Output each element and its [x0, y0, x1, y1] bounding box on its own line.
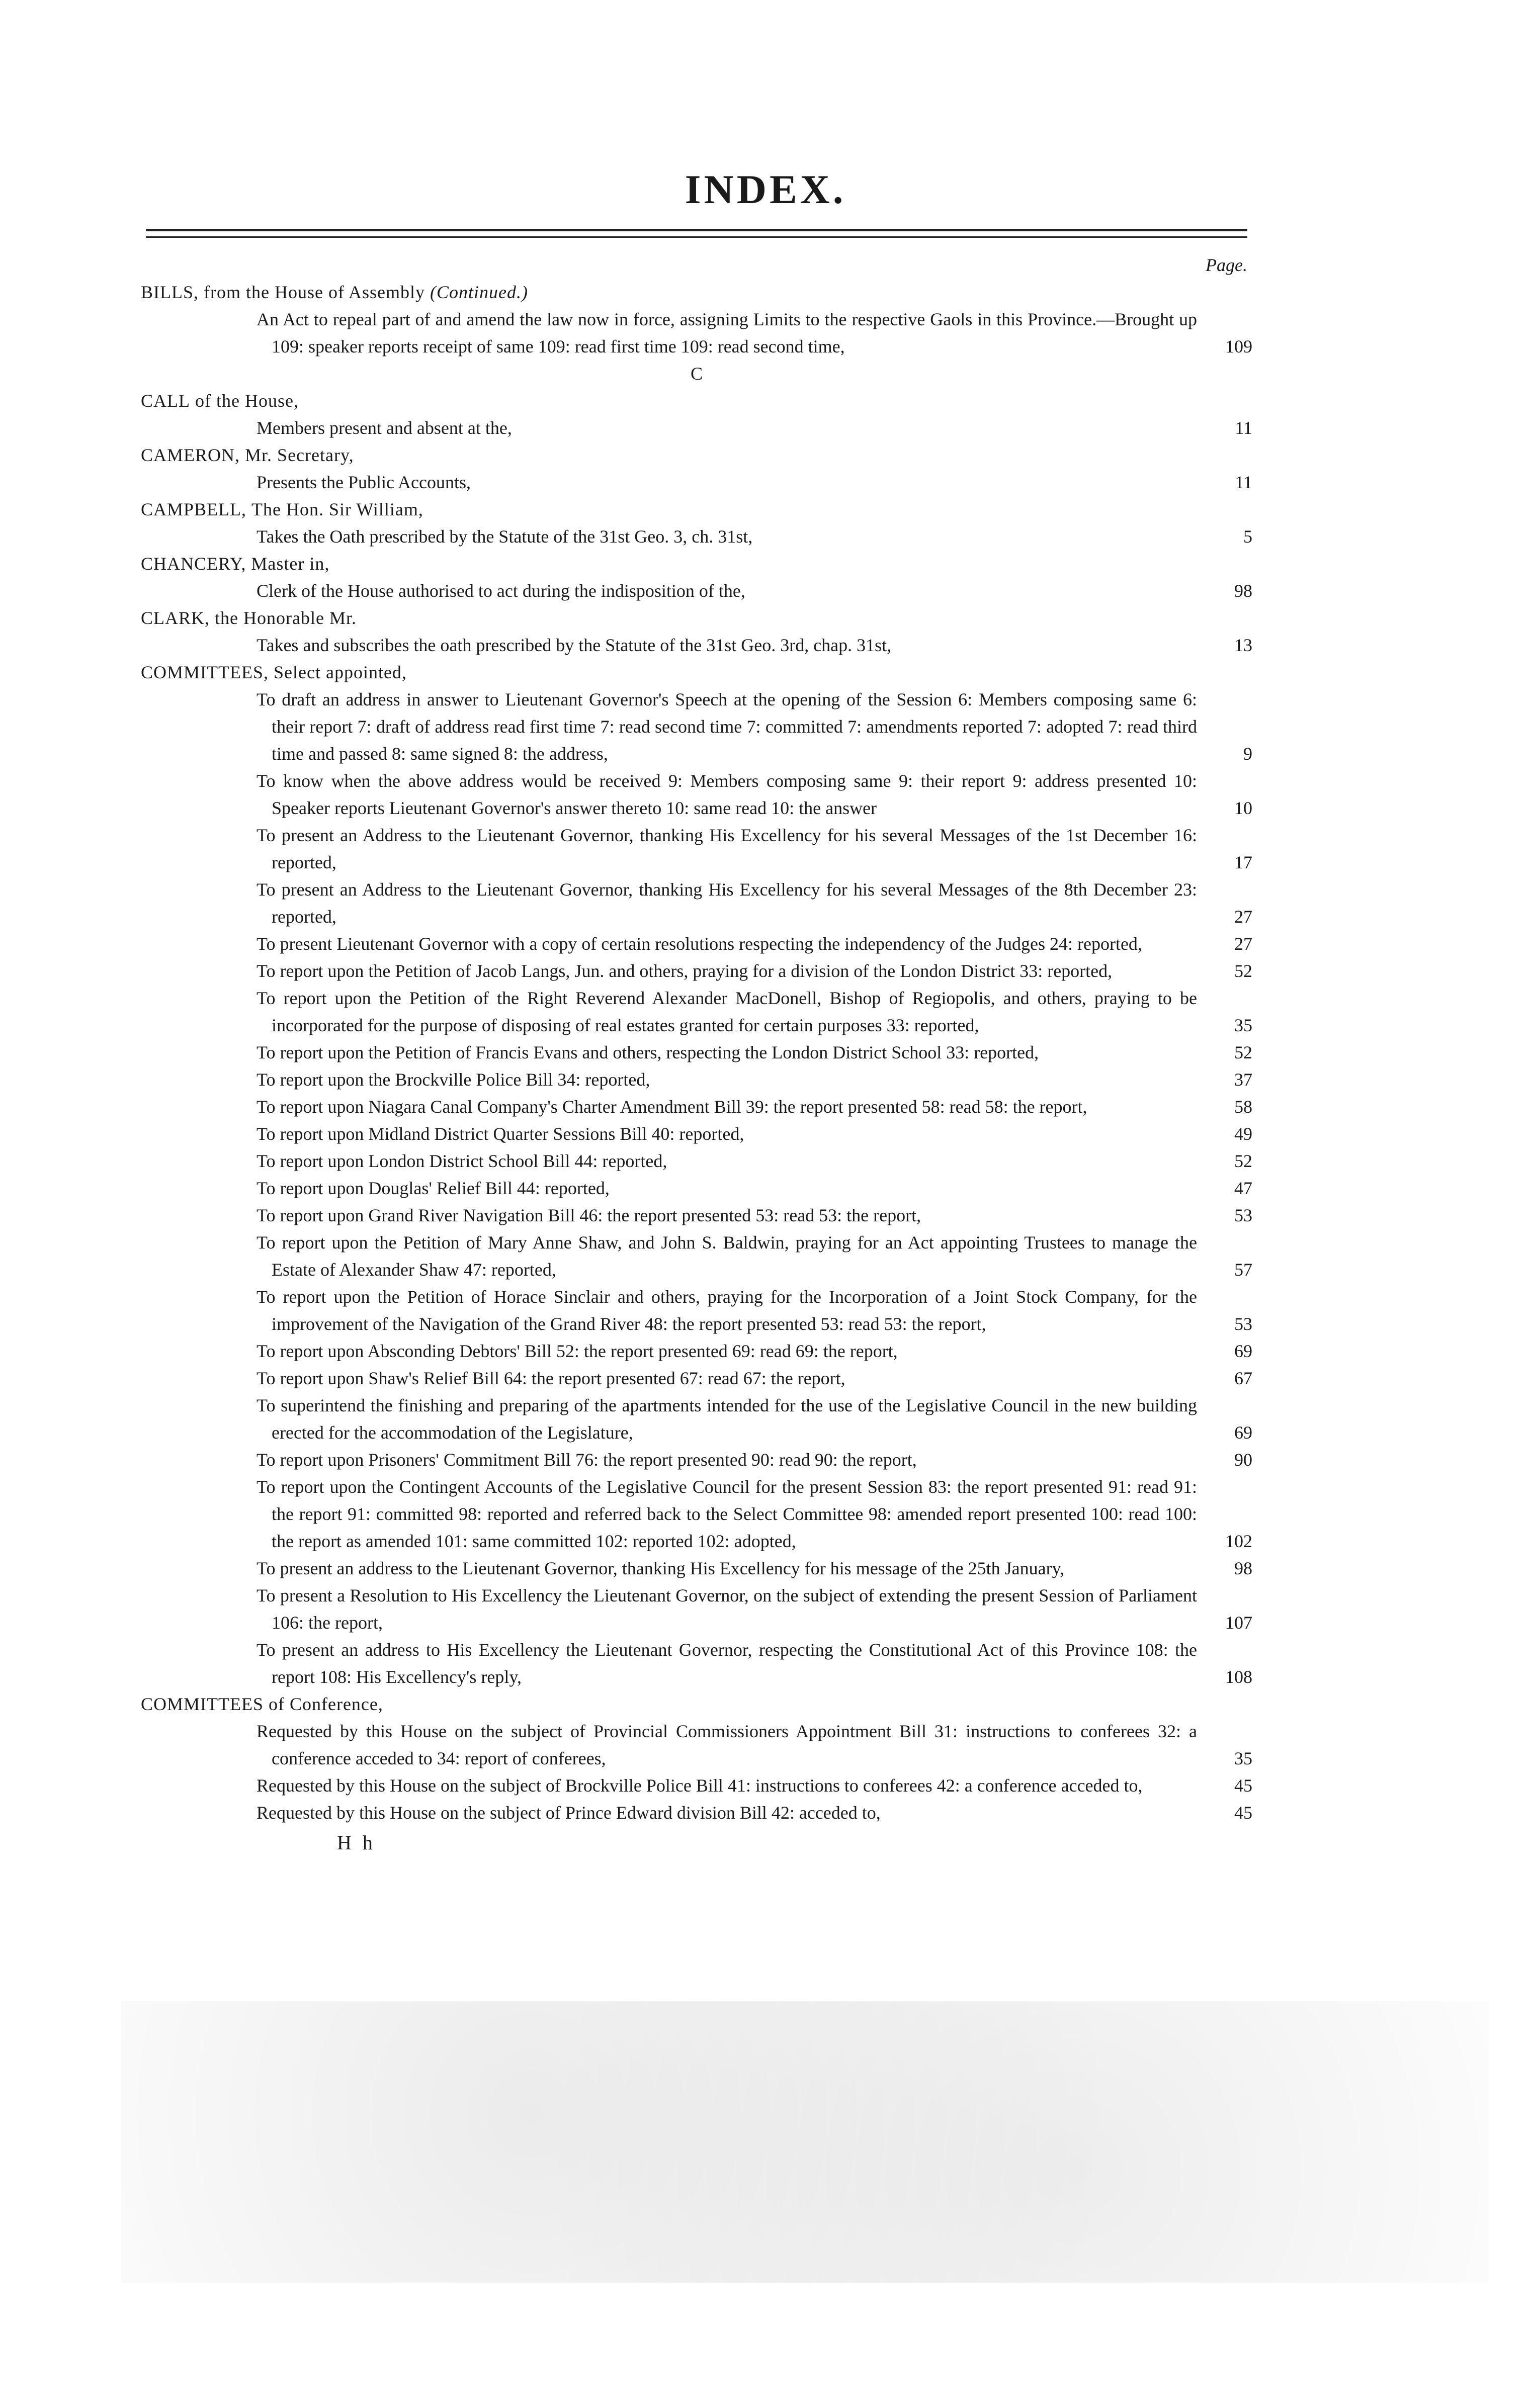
- index-entry: [257, 985, 1252, 1039]
- heading-name: BILLS,: [141, 282, 199, 302]
- entry-page-number: 9: [1243, 744, 1252, 764]
- entry-text: To present an Address to the Lieutenant Governor, thanking His Excellency for his several Messages of the 8th December 23: reported,: [257, 879, 1197, 927]
- heading-subtitle: Mr. Secretary,: [245, 445, 354, 465]
- entry-text: To know when the above address would be received 9: Members composing same 9: their report 9: address presented 10: Speaker reports Lieutenant Governor's answer thereto 10: same read 10: the answer: [257, 771, 1197, 818]
- entry-text: To report upon Shaw's Relief Bill 64: the report presented 67: read 67: the report,: [257, 1368, 845, 1388]
- index-entry: [257, 1365, 1252, 1392]
- entry-text: To present an address to His Excellency the Lieutenant Governor, respecting the Constitutional Act of this Province 108: the report 108: His Excellency's reply,: [257, 1640, 1197, 1687]
- entry-text: To report upon the Brockville Police Bill 34: reported,: [257, 1069, 650, 1090]
- entry-text: Takes the Oath prescribed by the Statute of the 31st Geo. 3, ch. 31st,: [257, 526, 753, 547]
- entry-text: Clerk of the House authorised to act during the indisposition of the,: [257, 581, 745, 601]
- heading-name: COMMITTEES,: [141, 662, 269, 682]
- entry-page-number: 45: [1234, 1803, 1252, 1823]
- index-entry: [257, 1446, 1252, 1473]
- index-entry: [257, 1473, 1252, 1555]
- entry-page-number: 5: [1243, 526, 1252, 547]
- title-rule-thick: [146, 229, 1247, 231]
- title-rule-thin: [146, 236, 1247, 238]
- index-entry: [257, 306, 1252, 360]
- index-heading-committees-conference: [141, 1690, 1252, 1718]
- index-entry: [257, 1039, 1252, 1066]
- index-entry: [257, 1229, 1252, 1283]
- entry-page-number: 11: [1235, 418, 1252, 438]
- entry-text: To report upon Midland District Quarter Sessions Bill 40: reported,: [257, 1124, 744, 1144]
- heading-subtitle: Select appointed,: [274, 662, 407, 682]
- heading-name: CAMPBELL,: [141, 499, 247, 519]
- entry-page-number: 11: [1235, 472, 1252, 492]
- index-entry: [257, 577, 1252, 604]
- entry-page-number: 53: [1234, 1314, 1252, 1334]
- page-title: INDEX.: [685, 166, 846, 212]
- heading-subtitle: the Honorable Mr.: [215, 608, 357, 628]
- index-entry: [257, 1636, 1252, 1690]
- index-entry: [257, 523, 1252, 550]
- index-entry: [257, 1582, 1252, 1636]
- heading-subtitle: from the House of Assembly: [204, 282, 425, 302]
- index-content: [141, 251, 1252, 1859]
- heading-name: CAMERON,: [141, 445, 240, 465]
- entry-page-number: 52: [1234, 1151, 1252, 1171]
- index-entry: [257, 1147, 1252, 1175]
- index-entry: [257, 930, 1252, 957]
- entry-page-number: 35: [1234, 1748, 1252, 1768]
- index-entry: [257, 1392, 1252, 1446]
- entry-page-number: 49: [1234, 1124, 1252, 1144]
- index-entry: [257, 1337, 1252, 1365]
- index-entry: [257, 1718, 1252, 1772]
- entry-page-number: 90: [1234, 1450, 1252, 1470]
- entry-page-number: 35: [1234, 1015, 1252, 1035]
- entry-page-number: 52: [1234, 961, 1252, 981]
- heading-name: COMMITTEES: [141, 1694, 264, 1714]
- entry-text: To present an address to the Lieutenant Governor, thanking His Excellency for his message of the 25th January,: [257, 1558, 1065, 1578]
- entry-text: Members present and absent at the,: [257, 418, 512, 438]
- entry-text: To report upon the Petition of Horace Sinclair and others, praying for the Incorporation of a Joint Stock Company, for the improvement of the Navigation of the Grand River 48: the report presented 53: read 53: the report,: [257, 1287, 1197, 1334]
- entry-text: To report upon Grand River Navigation Bill 46: the report presented 53: read 53: the report,: [257, 1205, 921, 1225]
- index-heading-call: [141, 387, 1252, 414]
- entry-page-number: 57: [1234, 1260, 1252, 1280]
- entry-text: To report upon London District School Bill 44: reported,: [257, 1151, 667, 1171]
- entry-page-number: 37: [1234, 1069, 1252, 1090]
- entry-text: Presents the Public Accounts,: [257, 472, 471, 492]
- index-heading-cameron: [141, 441, 1252, 469]
- index-entry: [257, 1093, 1252, 1120]
- entry-page-number: 69: [1234, 1341, 1252, 1361]
- index-entry: [257, 957, 1252, 985]
- entry-page-number: 45: [1234, 1775, 1252, 1796]
- entry-text: To report upon the Petition of Francis Evans and others, respecting the London District School 33: reported,: [257, 1042, 1039, 1062]
- entry-text: Requested by this House on the subject of Prince Edward division Bill 42: acceded to,: [257, 1803, 881, 1823]
- index-entry: [257, 686, 1252, 767]
- entry-page-number: 58: [1234, 1097, 1252, 1117]
- heading-name: CALL: [141, 391, 190, 411]
- index-entry: [257, 1202, 1252, 1229]
- heading-name: CLARK,: [141, 608, 210, 628]
- entry-page-number: 107: [1225, 1613, 1252, 1633]
- heading-continued-note: (Continued.): [430, 282, 528, 302]
- index-entry: [257, 414, 1252, 441]
- index-heading-clark: [141, 604, 1252, 632]
- index-heading-chancery: [141, 550, 1252, 577]
- entry-text: To report upon Douglas' Relief Bill 44: reported,: [257, 1178, 610, 1198]
- entry-page-number: 10: [1234, 798, 1252, 818]
- index-entry: [257, 1066, 1252, 1093]
- entry-text: To report upon the Petition of Jacob Langs, Jun. and others, praying for a division of the London District 33: reported,: [257, 961, 1113, 981]
- paper-stain: [121, 2001, 1489, 2283]
- index-entry: [257, 767, 1252, 822]
- entry-page-number: 27: [1234, 934, 1252, 954]
- signature-mark: H h: [337, 1831, 376, 1854]
- entry-page-number: 67: [1234, 1368, 1252, 1388]
- entry-text: To report upon the Contingent Accounts of the Legislative Council for the present Session 83: the report presented 91: read 91: the report 91: committed 98: reported and referred back to the Select Committee 98: amended report presented 100: read 100: the report as amended 101: same committed 102: reported 102: adopted,: [257, 1477, 1197, 1551]
- entry-page-number: 17: [1234, 852, 1252, 872]
- entry-page-number: 109: [1225, 336, 1252, 356]
- index-entry: [257, 469, 1252, 496]
- entry-text: Requested by this House on the subject of Brockville Police Bill 41: instructions to conferees 42: a conference acceded to,: [257, 1775, 1143, 1796]
- entry-page-number: 98: [1234, 1558, 1252, 1578]
- entry-text: Takes and subscribes the oath prescribed by the Statute of the 31st Geo. 3rd, chap. 31st,: [257, 635, 892, 655]
- index-entry: [257, 1283, 1252, 1337]
- entry-page-number: 102: [1225, 1531, 1252, 1551]
- entry-text: To report upon the Petition of Mary Anne Shaw, and John S. Baldwin, praying for an Act appointing Trustees to manage the Estate of Alexander Shaw 47: reported,: [257, 1232, 1197, 1280]
- entry-text: Requested by this House on the subject of Provincial Commissioners Appointment Bill 31: instructions to conferees 32: a conference acceded to 34: report of conferees,: [257, 1721, 1197, 1768]
- index-entry: [257, 1772, 1252, 1799]
- entry-page-number: 53: [1234, 1205, 1252, 1225]
- index-entry: [257, 1175, 1252, 1202]
- index-heading-bills: [141, 279, 1252, 306]
- entry-text: To present Lieutenant Governor with a copy of certain resolutions respecting the independency of the Judges 24: reported,: [257, 934, 1142, 954]
- entry-text: An Act to repeal part of and amend the law now in force, assigning Limits to the respective Gaols in this Province.—Brought up 109: speaker reports receipt of same 109: read first time 109: read second time,: [257, 309, 1197, 356]
- index-entry: [257, 822, 1252, 876]
- entry-text: To superintend the finishing and preparing of the apartments intended for the use of the Legislative Council in the new building erected for the accommodation of the Legislature,: [257, 1395, 1197, 1443]
- heading-subtitle: The Hon. Sir William,: [251, 499, 423, 519]
- index-entry: [257, 1120, 1252, 1147]
- entry-page-number: 108: [1225, 1667, 1252, 1687]
- index-entry: [257, 1555, 1252, 1582]
- page-column-label: Page.: [1206, 255, 1247, 275]
- heading-name: CHANCERY,: [141, 554, 246, 574]
- index-entry: [257, 632, 1252, 659]
- entry-page-number: 27: [1234, 907, 1252, 927]
- entry-text: To draft an address in answer to Lieutenant Governor's Speech at the opening of the Session 6: Members composing same 6: their report 7: draft of address read first time 7: read second time 7: committed 7: amendments reported 7: adopted 7: read third time and passed 8: same signed 8: the address,: [257, 689, 1197, 764]
- entry-text: To report upon Prisoners' Commitment Bill 76: the report presented 90: read 90: the report,: [257, 1450, 917, 1470]
- index-entry: [257, 876, 1252, 930]
- entry-text: To present an Address to the Lieutenant Governor, thanking His Excellency for his several Messages of the 1st December 16: reported,: [257, 825, 1197, 872]
- entry-text: To report upon the Petition of the Right Reverend Alexander MacDonell, Bishop of Regiopolis, and others, praying to be incorporated for the purpose of disposing of real estates granted for certain purposes 33: reported,: [257, 988, 1197, 1035]
- entry-text: To report upon Niagara Canal Company's Charter Amendment Bill 39: the report presented 58: read 58: the report,: [257, 1097, 1087, 1117]
- entry-page-number: 13: [1234, 635, 1252, 655]
- index-entry: [257, 1799, 1252, 1826]
- entry-page-number: 52: [1234, 1042, 1252, 1062]
- entry-page-number: 98: [1234, 581, 1252, 601]
- heading-subtitle: of the House,: [195, 391, 299, 411]
- section-letter: C: [690, 364, 703, 384]
- heading-subtitle: of Conference,: [269, 1694, 383, 1714]
- entry-page-number: 69: [1234, 1422, 1252, 1443]
- entry-text: To report upon Absconding Debtors' Bill 52: the report presented 69: read 69: the report,: [257, 1341, 898, 1361]
- index-heading-committees: [141, 659, 1252, 686]
- entry-page-number: 47: [1234, 1178, 1252, 1198]
- entry-text: To present a Resolution to His Excellency the Lieutenant Governor, on the subject of extending the present Session of Parliament 106: the report,: [257, 1585, 1197, 1633]
- heading-subtitle: Master in,: [251, 554, 330, 574]
- index-heading-campbell: [141, 496, 1252, 523]
